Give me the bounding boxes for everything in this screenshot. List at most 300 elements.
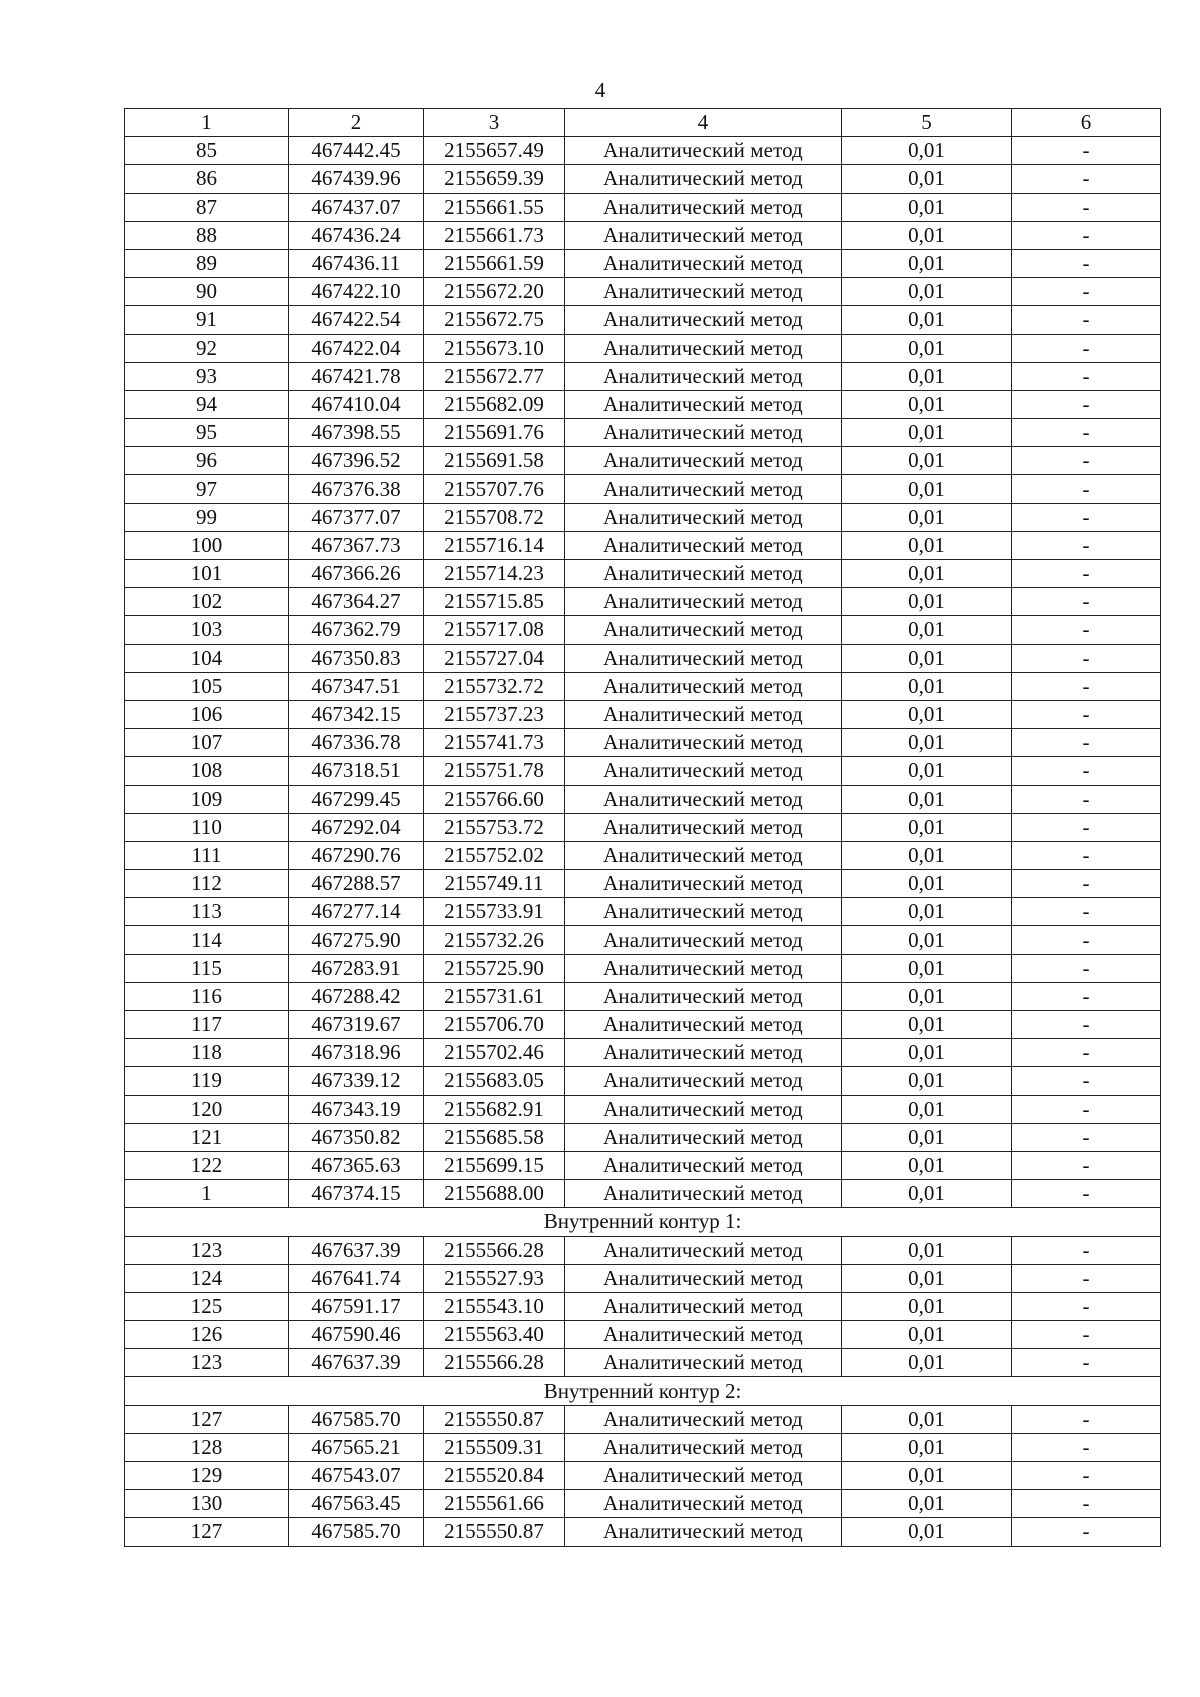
header-cell-1: 1 [125,109,289,137]
method-cell: Аналитический метод [565,588,842,616]
point-number-cell: 126 [125,1321,289,1349]
coordinate-y-cell: 2155563.40 [424,1321,565,1349]
table-row [125,137,1161,165]
table-row [125,278,1161,306]
table-row [125,785,1161,813]
note-cell: - [1012,362,1161,390]
coordinate-x-cell: 467364.27 [289,588,424,616]
coordinate-x-cell: 467347.51 [289,672,424,700]
note-cell: - [1012,334,1161,362]
method-cell: Аналитический метод [565,560,842,588]
coordinate-x-cell: 467339.12 [289,1067,424,1095]
point-number-cell: 118 [125,1039,289,1067]
point-number-cell: 95 [125,419,289,447]
point-number-cell: 122 [125,1151,289,1179]
coordinate-y-cell: 2155543.10 [424,1292,565,1320]
point-number-cell: 127 [125,1518,289,1546]
precision-cell: 0,01 [842,672,1012,700]
table-row [125,475,1161,503]
method-cell: Аналитический метод [565,306,842,334]
method-cell: Аналитический метод [565,700,842,728]
point-number-cell: 97 [125,475,289,503]
note-cell: - [1012,447,1161,475]
coordinate-y-cell: 2155741.73 [424,729,565,757]
table-row [125,1011,1161,1039]
coordinate-x-cell: 467421.78 [289,362,424,390]
note-cell: - [1012,1151,1161,1179]
table-row [125,1490,1161,1518]
table-row [125,221,1161,249]
coordinate-y-cell: 2155715.85 [424,588,565,616]
coordinate-y-cell: 2155520.84 [424,1462,565,1490]
precision-cell: 0,01 [842,954,1012,982]
section-title: Внутренний контур 2: [125,1377,1161,1405]
coordinate-x-cell: 467439.96 [289,165,424,193]
method-cell: Аналитический метод [565,165,842,193]
table-row [125,1405,1161,1433]
point-number-cell: 89 [125,249,289,277]
method-cell: Аналитический метод [565,757,842,785]
coordinate-y-cell: 2155661.73 [424,221,565,249]
coordinate-y-cell: 2155733.91 [424,898,565,926]
coordinate-x-cell: 467292.04 [289,813,424,841]
coordinate-x-cell: 467343.19 [289,1095,424,1123]
table-row [125,1039,1161,1067]
method-cell: Аналитический метод [565,475,842,503]
table-row [125,729,1161,757]
point-number-cell: 99 [125,503,289,531]
coordinate-x-cell: 467437.07 [289,193,424,221]
method-cell: Аналитический метод [565,193,842,221]
coordinate-x-cell: 467277.14 [289,898,424,926]
coordinate-x-cell: 467377.07 [289,503,424,531]
note-cell: - [1012,1321,1161,1349]
method-cell: Аналитический метод [565,954,842,982]
coordinate-x-cell: 467637.39 [289,1236,424,1264]
note-cell: - [1012,729,1161,757]
precision-cell: 0,01 [842,334,1012,362]
table-row [125,1292,1161,1320]
note-cell: - [1012,588,1161,616]
table-row [125,362,1161,390]
precision-cell: 0,01 [842,1462,1012,1490]
note-cell: - [1012,1264,1161,1292]
precision-cell: 0,01 [842,1123,1012,1151]
coordinate-y-cell: 2155659.39 [424,165,565,193]
point-number-cell: 1 [125,1180,289,1208]
note-cell: - [1012,1180,1161,1208]
method-cell: Аналитический метод [565,531,842,559]
method-cell: Аналитический метод [565,785,842,813]
coordinate-y-cell: 2155691.58 [424,447,565,475]
note-cell: - [1012,1433,1161,1461]
section-title: Внутренний контур 1: [125,1208,1161,1236]
point-number-cell: 113 [125,898,289,926]
precision-cell: 0,01 [842,1011,1012,1039]
coordinate-y-cell: 2155725.90 [424,954,565,982]
point-number-cell: 127 [125,1405,289,1433]
method-cell: Аналитический метод [565,334,842,362]
method-cell: Аналитический метод [565,1264,842,1292]
method-cell: Аналитический метод [565,672,842,700]
precision-cell: 0,01 [842,1180,1012,1208]
note-cell: - [1012,700,1161,728]
header-cell-3: 3 [424,109,565,137]
coordinate-y-cell: 2155550.87 [424,1518,565,1546]
coordinate-x-cell: 467591.17 [289,1292,424,1320]
precision-cell: 0,01 [842,841,1012,869]
point-number-cell: 123 [125,1349,289,1377]
point-number-cell: 90 [125,278,289,306]
coordinate-x-cell: 467422.10 [289,278,424,306]
precision-cell: 0,01 [842,982,1012,1010]
coordinate-x-cell: 467362.79 [289,616,424,644]
point-number-cell: 96 [125,447,289,475]
coordinate-x-cell: 467585.70 [289,1518,424,1546]
point-number-cell: 110 [125,813,289,841]
header-cell-5: 5 [842,109,1012,137]
coordinate-y-cell: 2155688.00 [424,1180,565,1208]
coordinate-x-cell: 467543.07 [289,1462,424,1490]
coordinate-x-cell: 467318.96 [289,1039,424,1067]
precision-cell: 0,01 [842,757,1012,785]
table-row [125,249,1161,277]
coordinate-y-cell: 2155509.31 [424,1433,565,1461]
point-number-cell: 114 [125,926,289,954]
coordinate-y-cell: 2155731.61 [424,982,565,1010]
coordinate-y-cell: 2155714.23 [424,560,565,588]
precision-cell: 0,01 [842,1067,1012,1095]
point-number-cell: 129 [125,1462,289,1490]
method-cell: Аналитический метод [565,1011,842,1039]
note-cell: - [1012,560,1161,588]
table-row [125,1123,1161,1151]
coordinate-x-cell: 467299.45 [289,785,424,813]
method-cell: Аналитический метод [565,870,842,898]
note-cell: - [1012,644,1161,672]
precision-cell: 0,01 [842,278,1012,306]
coordinate-y-cell: 2155566.28 [424,1349,565,1377]
precision-cell: 0,01 [842,249,1012,277]
coordinate-x-cell: 467283.91 [289,954,424,982]
note-cell: - [1012,1405,1161,1433]
method-cell: Аналитический метод [565,1236,842,1264]
coordinate-y-cell: 2155682.91 [424,1095,565,1123]
coordinate-x-cell: 467288.42 [289,982,424,1010]
note-cell: - [1012,1490,1161,1518]
method-cell: Аналитический метод [565,1095,842,1123]
coordinate-x-cell: 467565.21 [289,1433,424,1461]
point-number-cell: 115 [125,954,289,982]
table-row [125,898,1161,926]
table-row [125,1518,1161,1546]
method-cell: Аналитический метод [565,221,842,249]
coordinate-y-cell: 2155683.05 [424,1067,565,1095]
note-cell: - [1012,221,1161,249]
precision-cell: 0,01 [842,700,1012,728]
point-number-cell: 109 [125,785,289,813]
precision-cell: 0,01 [842,1518,1012,1546]
note-cell: - [1012,165,1161,193]
table-row [125,1095,1161,1123]
coordinate-x-cell: 467342.15 [289,700,424,728]
point-number-cell: 128 [125,1433,289,1461]
table-row [125,1349,1161,1377]
point-number-cell: 103 [125,616,289,644]
table-row [125,531,1161,559]
note-cell: - [1012,137,1161,165]
method-cell: Аналитический метод [565,1180,842,1208]
precision-cell: 0,01 [842,588,1012,616]
point-number-cell: 102 [125,588,289,616]
coordinate-x-cell: 467350.83 [289,644,424,672]
table-row [125,813,1161,841]
coordinate-x-cell: 467365.63 [289,1151,424,1179]
table-row [125,926,1161,954]
coordinate-x-cell: 467637.39 [289,1349,424,1377]
note-cell: - [1012,672,1161,700]
point-number-cell: 117 [125,1011,289,1039]
precision-cell: 0,01 [842,813,1012,841]
section-title-row [125,1208,1161,1236]
precision-cell: 0,01 [842,447,1012,475]
precision-cell: 0,01 [842,560,1012,588]
coordinate-x-cell: 467336.78 [289,729,424,757]
table-row [125,1433,1161,1461]
point-number-cell: 119 [125,1067,289,1095]
coordinate-y-cell: 2155657.49 [424,137,565,165]
method-cell: Аналитический метод [565,616,842,644]
section-title-row [125,1377,1161,1405]
point-number-cell: 121 [125,1123,289,1151]
coordinate-y-cell: 2155661.59 [424,249,565,277]
method-cell: Аналитический метод [565,447,842,475]
precision-cell: 0,01 [842,1349,1012,1377]
point-number-cell: 130 [125,1490,289,1518]
method-cell: Аналитический метод [565,1292,842,1320]
precision-cell: 0,01 [842,644,1012,672]
method-cell: Аналитический метод [565,982,842,1010]
coordinate-x-cell: 467641.74 [289,1264,424,1292]
precision-cell: 0,01 [842,926,1012,954]
note-cell: - [1012,390,1161,418]
table-row [125,616,1161,644]
point-number-cell: 112 [125,870,289,898]
note-cell: - [1012,249,1161,277]
point-number-cell: 85 [125,137,289,165]
precision-cell: 0,01 [842,1405,1012,1433]
table-row [125,588,1161,616]
precision-cell: 0,01 [842,1151,1012,1179]
coordinate-y-cell: 2155702.46 [424,1039,565,1067]
coordinate-x-cell: 467396.52 [289,447,424,475]
method-cell: Аналитический метод [565,1518,842,1546]
method-cell: Аналитический метод [565,390,842,418]
coordinate-x-cell: 467422.04 [289,334,424,362]
coordinate-y-cell: 2155561.66 [424,1490,565,1518]
coordinate-x-cell: 467275.90 [289,926,424,954]
note-cell: - [1012,419,1161,447]
table-row [125,419,1161,447]
point-number-cell: 100 [125,531,289,559]
coordinate-y-cell: 2155672.77 [424,362,565,390]
note-cell: - [1012,306,1161,334]
precision-cell: 0,01 [842,898,1012,926]
point-number-cell: 94 [125,390,289,418]
coordinate-y-cell: 2155708.72 [424,503,565,531]
note-cell: - [1012,1095,1161,1123]
table-row [125,334,1161,362]
coordinate-y-cell: 2155566.28 [424,1236,565,1264]
precision-cell: 0,01 [842,362,1012,390]
table-row [125,954,1161,982]
coordinate-y-cell: 2155707.76 [424,475,565,503]
coordinate-x-cell: 467288.57 [289,870,424,898]
precision-cell: 0,01 [842,503,1012,531]
coordinate-y-cell: 2155672.75 [424,306,565,334]
point-number-cell: 116 [125,982,289,1010]
coordinate-y-cell: 2155673.10 [424,334,565,362]
coordinate-y-cell: 2155752.02 [424,841,565,869]
coordinate-y-cell: 2155732.72 [424,672,565,700]
coordinates-table [124,108,1161,1547]
coordinate-y-cell: 2155699.15 [424,1151,565,1179]
coordinate-x-cell: 467563.45 [289,1490,424,1518]
note-cell: - [1012,1292,1161,1320]
method-cell: Аналитический метод [565,362,842,390]
coordinate-y-cell: 2155691.76 [424,419,565,447]
coordinate-y-cell: 2155682.09 [424,390,565,418]
point-number-cell: 124 [125,1264,289,1292]
note-cell: - [1012,1349,1161,1377]
coordinate-y-cell: 2155550.87 [424,1405,565,1433]
table-row [125,1264,1161,1292]
coordinate-y-cell: 2155527.93 [424,1264,565,1292]
point-number-cell: 101 [125,560,289,588]
header-cell-2: 2 [289,109,424,137]
point-number-cell: 93 [125,362,289,390]
note-cell: - [1012,954,1161,982]
coordinate-y-cell: 2155727.04 [424,644,565,672]
coordinate-y-cell: 2155672.20 [424,278,565,306]
method-cell: Аналитический метод [565,1462,842,1490]
table-row [125,503,1161,531]
table-row [125,1321,1161,1349]
table-row [125,1462,1161,1490]
coordinate-y-cell: 2155661.55 [424,193,565,221]
table-header-row [125,109,1161,137]
method-cell: Аналитический метод [565,729,842,757]
note-cell: - [1012,757,1161,785]
coordinate-y-cell: 2155732.26 [424,926,565,954]
coordinate-x-cell: 467350.82 [289,1123,424,1151]
note-cell: - [1012,841,1161,869]
table-row [125,447,1161,475]
coordinate-y-cell: 2155716.14 [424,531,565,559]
method-cell: Аналитический метод [565,278,842,306]
note-cell: - [1012,898,1161,926]
precision-cell: 0,01 [842,475,1012,503]
point-number-cell: 105 [125,672,289,700]
point-number-cell: 88 [125,221,289,249]
note-cell: - [1012,1518,1161,1546]
table-row [125,870,1161,898]
method-cell: Аналитический метод [565,898,842,926]
coordinate-x-cell: 467319.67 [289,1011,424,1039]
note-cell: - [1012,531,1161,559]
coordinate-x-cell: 467398.55 [289,419,424,447]
table-row [125,165,1161,193]
coordinate-y-cell: 2155751.78 [424,757,565,785]
point-number-cell: 106 [125,700,289,728]
coordinate-y-cell: 2155685.58 [424,1123,565,1151]
coordinate-x-cell: 467422.54 [289,306,424,334]
note-cell: - [1012,1462,1161,1490]
precision-cell: 0,01 [842,1039,1012,1067]
point-number-cell: 120 [125,1095,289,1123]
coordinate-x-cell: 467585.70 [289,1405,424,1433]
precision-cell: 0,01 [842,531,1012,559]
coordinate-y-cell: 2155737.23 [424,700,565,728]
coordinate-x-cell: 467410.04 [289,390,424,418]
table-row [125,193,1161,221]
coordinate-y-cell: 2155717.08 [424,616,565,644]
point-number-cell: 92 [125,334,289,362]
method-cell: Аналитический метод [565,813,842,841]
note-cell: - [1012,1123,1161,1151]
table-row [125,700,1161,728]
precision-cell: 0,01 [842,1292,1012,1320]
point-number-cell: 123 [125,1236,289,1264]
point-number-cell: 91 [125,306,289,334]
method-cell: Аналитический метод [565,841,842,869]
precision-cell: 0,01 [842,221,1012,249]
note-cell: - [1012,982,1161,1010]
precision-cell: 0,01 [842,390,1012,418]
precision-cell: 0,01 [842,1433,1012,1461]
point-number-cell: 108 [125,757,289,785]
method-cell: Аналитический метод [565,419,842,447]
coordinate-x-cell: 467442.45 [289,137,424,165]
note-cell: - [1012,1236,1161,1264]
precision-cell: 0,01 [842,870,1012,898]
coordinate-x-cell: 467376.38 [289,475,424,503]
precision-cell: 0,01 [842,137,1012,165]
method-cell: Аналитический метод [565,1433,842,1461]
note-cell: - [1012,1067,1161,1095]
coordinate-x-cell: 467290.76 [289,841,424,869]
point-number-cell: 107 [125,729,289,757]
note-cell: - [1012,926,1161,954]
precision-cell: 0,01 [842,729,1012,757]
coordinate-x-cell: 467374.15 [289,1180,424,1208]
precision-cell: 0,01 [842,1321,1012,1349]
table-row [125,390,1161,418]
point-number-cell: 125 [125,1292,289,1320]
note-cell: - [1012,503,1161,531]
coordinate-x-cell: 467366.26 [289,560,424,588]
coordinate-y-cell: 2155706.70 [424,1011,565,1039]
note-cell: - [1012,278,1161,306]
precision-cell: 0,01 [842,419,1012,447]
method-cell: Аналитический метод [565,1349,842,1377]
method-cell: Аналитический метод [565,1067,842,1095]
method-cell: Аналитический метод [565,1405,842,1433]
method-cell: Аналитический метод [565,926,842,954]
table-row [125,757,1161,785]
note-cell: - [1012,616,1161,644]
coordinate-x-cell: 467367.73 [289,531,424,559]
